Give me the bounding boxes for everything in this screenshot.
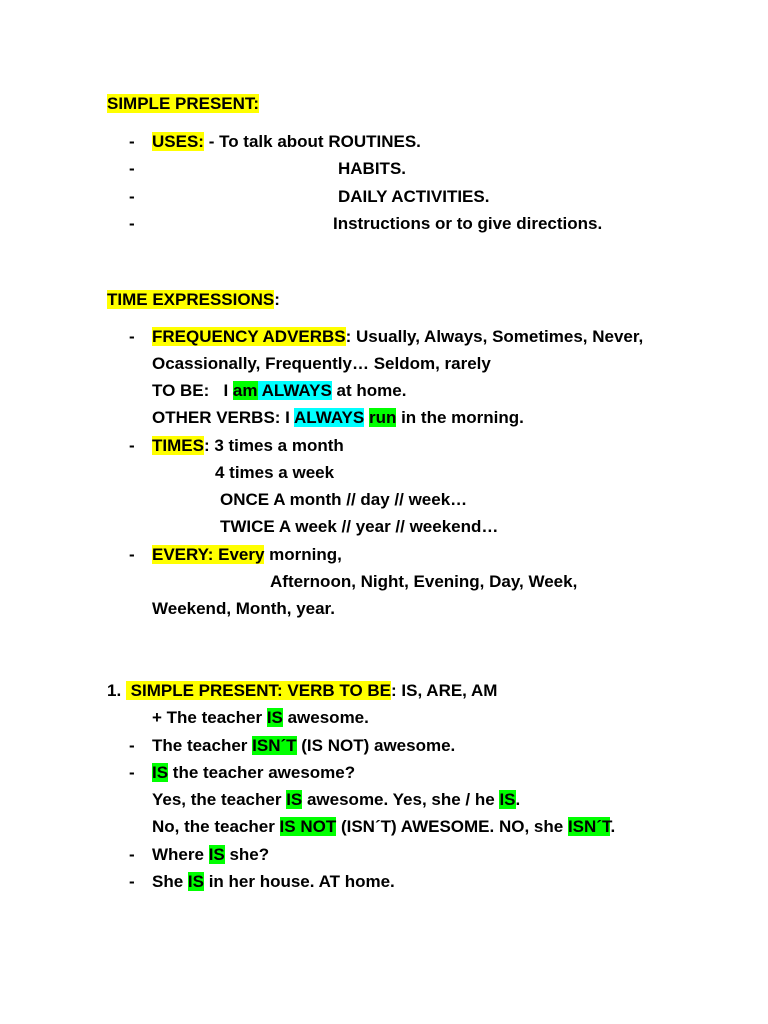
text: in the morning.	[396, 408, 524, 427]
bullet: -	[129, 736, 135, 755]
frequency-adverbs-text: : Usually, Always, Sometimes, Never,	[345, 327, 644, 346]
highlight-isnt: ISN´T	[567, 817, 611, 836]
verb-to-be-heading	[107, 680, 497, 702]
text: awesome. Yes, she / he	[302, 790, 500, 809]
no-answer	[152, 816, 615, 838]
highlight-run: run	[368, 408, 397, 427]
text: : IS, ARE, AM	[391, 681, 498, 700]
text: + The teacher	[152, 708, 267, 727]
text: She	[152, 872, 188, 891]
uses-line	[152, 131, 421, 153]
other-verbs-example	[152, 407, 524, 429]
frequency-adverbs-line	[152, 326, 643, 348]
bullet: -	[129, 545, 135, 564]
text: Where	[152, 845, 209, 864]
text: at home.	[331, 381, 407, 400]
list-number: 1.	[107, 681, 126, 700]
text: .	[515, 790, 521, 809]
where-question	[152, 844, 269, 866]
negative-example	[152, 735, 455, 757]
bullet: -	[129, 159, 135, 178]
text: she?	[224, 845, 270, 864]
text: The teacher	[152, 736, 253, 755]
text: awesome.	[282, 708, 369, 727]
text: Yes, the teacher	[152, 790, 287, 809]
uses-daily-activities: DAILY ACTIVITIES.	[338, 187, 490, 206]
highlight-am: am	[232, 381, 258, 400]
text: morning,	[264, 545, 342, 564]
time-expressions-heading	[107, 289, 280, 311]
highlight: SIMPLE PRESENT: VERB TO BE	[125, 681, 392, 700]
text: (IS NOT) awesome.	[296, 736, 456, 755]
every-line	[152, 544, 342, 566]
frequency-adverbs-line2: Ocassionally, Frequently… Seldom, rarely	[152, 354, 491, 373]
highlight-is: IS	[286, 790, 303, 809]
to-be-example	[152, 380, 406, 402]
highlight-isnt: ISN´T	[252, 736, 297, 755]
times-label: TIMES	[152, 436, 204, 455]
bullet: -	[129, 187, 135, 206]
bullet: -	[129, 436, 135, 455]
bullet: -	[129, 214, 135, 233]
highlight-is-not: IS NOT	[279, 817, 337, 836]
highlight: SIMPLE PRESENT:	[107, 94, 260, 113]
text: .	[610, 817, 616, 836]
question-example	[152, 762, 355, 784]
bullet: -	[129, 845, 135, 864]
heading-colon: :	[274, 290, 280, 309]
uses-label: USES:	[152, 132, 204, 151]
highlight-is: IS	[208, 845, 225, 864]
bullet: -	[129, 872, 135, 891]
yes-answer	[152, 789, 520, 811]
highlight-is: IS	[187, 872, 204, 891]
bullet: -	[129, 327, 135, 346]
uses-text: - To talk about ROUTINES.	[203, 132, 421, 151]
times-line4: TWICE A week // year // weekend…	[220, 517, 499, 536]
simple-present-heading	[107, 93, 259, 115]
text: OTHER VERBS: I	[152, 408, 294, 427]
text: in her house. AT home.	[203, 872, 395, 891]
bullet: -	[129, 763, 135, 782]
every-line2: Afternoon, Night, Evening, Day, Week,	[270, 572, 578, 591]
where-answer	[152, 871, 395, 893]
text	[258, 381, 262, 400]
times-line	[152, 435, 344, 457]
text: No, the teacher	[152, 817, 280, 836]
frequency-adverbs-label: FREQUENCY ADVERBS	[152, 327, 346, 346]
affirmative-example	[152, 707, 369, 729]
text: the teacher awesome?	[168, 763, 356, 782]
every-label: EVERY: Every	[152, 545, 265, 564]
highlight-is: IS	[152, 763, 169, 782]
text: TO BE: I	[152, 381, 233, 400]
highlight: TIME EXPRESSIONS	[107, 290, 275, 309]
uses-instructions: Instructions or to give directions.	[333, 214, 603, 233]
uses-habits: HABITS.	[338, 159, 406, 178]
times-line3: ONCE A month // day // week…	[220, 490, 468, 509]
times-line2: 4 times a week	[215, 463, 335, 482]
highlight-always: ALWAYS	[261, 381, 332, 400]
text: : 3 times a month	[203, 436, 344, 455]
highlight-is: IS	[266, 708, 283, 727]
highlight-always: ALWAYS	[294, 408, 365, 427]
highlight-is: IS	[499, 790, 516, 809]
bullet: -	[129, 132, 135, 151]
every-line3: Weekend, Month, year.	[152, 599, 335, 618]
text: (ISN´T) AWESOME. NO, she	[336, 817, 568, 836]
